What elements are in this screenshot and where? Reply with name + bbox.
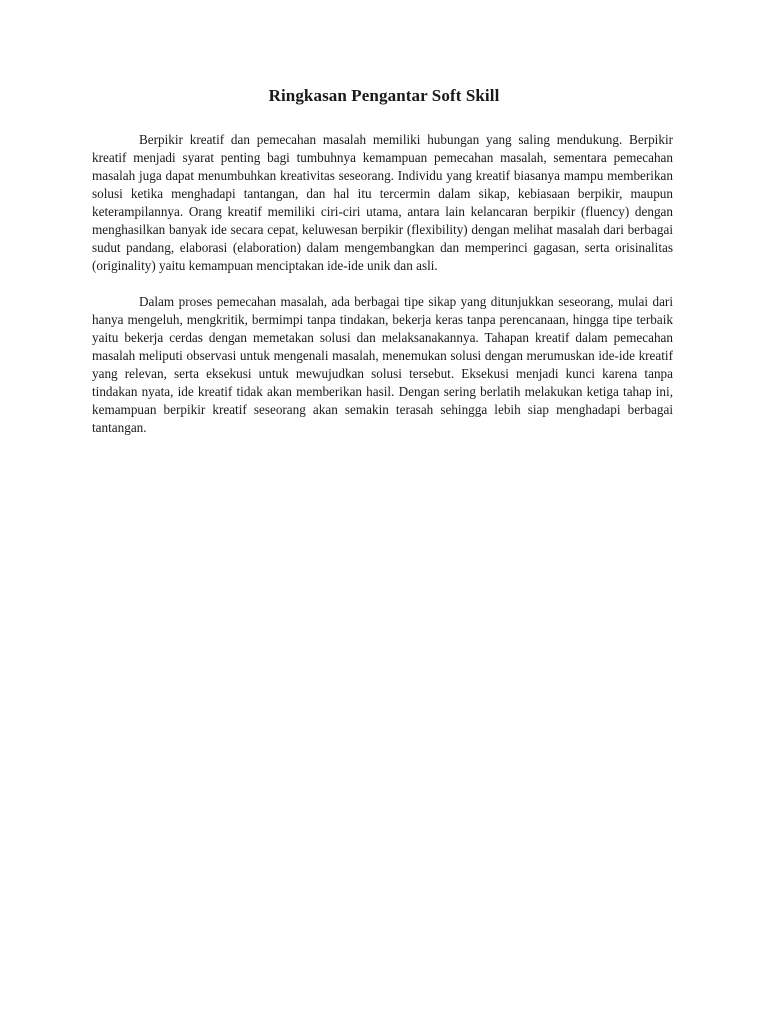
document-body — [92, 131, 673, 455]
paragraph-problem-solving: Dalam proses pemecahan masalah, ada berbagai tipe sikap yang ditunjukkan seseorang, mulai dari hanya mengeluh, mengkritik, bermimpi tanpa tindakan, bekerja keras tanpa perencanaan, hingga tipe terbaik yaitu bekerja cerdas dengan memetakan solusi dan melaksanakannya. Tahapan kreatif dalam pemecahan masalah meliputi observasi untuk mengenali masalah, menemukan solusi dengan merumuskan ide-ide kreatif yang relevan, serta eksekusi untuk mewujudkan solusi tersebut. Eksekusi menjadi kunci karena tanpa tindakan nyata, ide kreatif tidak akan memberikan hasil. Dengan sering berlatih melakukan ketiga tahap ini, kemampuan berpikir kreatif seseorang akan semakin terasah sehingga lebih siap menghadapi berbagai tantangan. — [92, 294, 673, 435]
paragraph-creative-thinking: Berpikir kreatif dan pemecahan masalah memiliki hubungan yang saling mendukung. Berpikir kreatif menjadi syarat penting bagi tumbuhnya kemampuan pemecahan masalah, sementara pemecahan masalah juga dapat menumbuhkan kreativitas seseorang. Individu yang kreatif biasanya mampu memberikan solusi ketika menghadapi tantangan, dan hal itu tercermin dalam sikap, kebiasaan berpikir, maupun keterampilannya. Orang kreatif memiliki ciri-ciri utama, antara lain kelancaran berpikir (fluency) dengan menghasilkan banyak ide secara cepat, keluwesan berpikir (flexibility) dengan melihat masalah dari berbagai sudut pandang, elaborasi (elaboration) dalam mengembangkan dan memperinci gagasan, serta orisinalitas (originality) yaitu kemampuan menciptakan ide-ide unik dan asli. — [92, 132, 673, 273]
document-title: Ringkasan Pengantar Soft Skill — [268, 86, 500, 105]
